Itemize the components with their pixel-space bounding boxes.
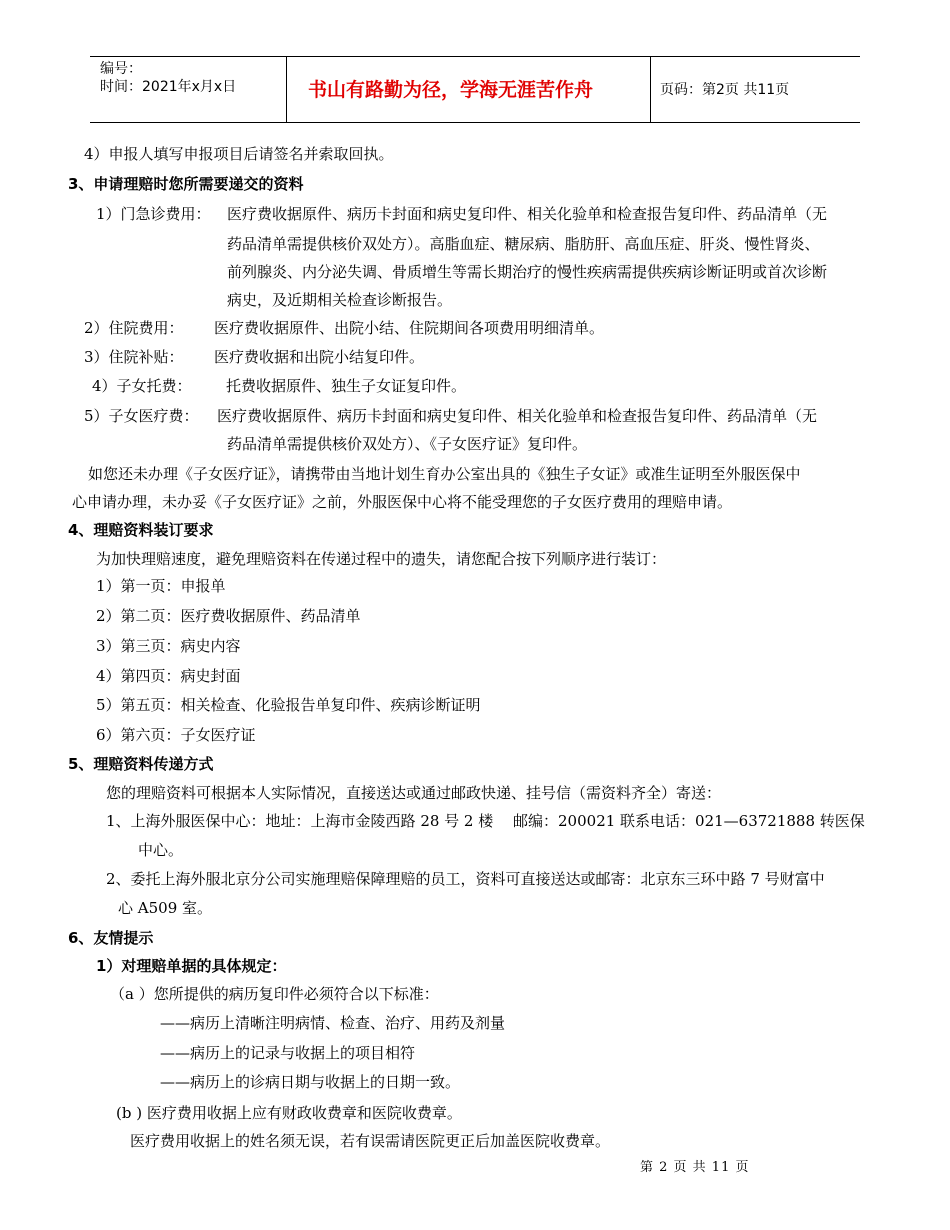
list-item: 1、上海外服医保中心：地址：上海市金陵西路 28 号 2 楼 邮编：200021 联系电话：021—63721888 转医保 <box>106 812 865 830</box>
header-motto: 书山有路勤为径，学海无涯苦作舟 <box>308 79 594 101</box>
list-item: 6）第六页：子女医疗证 <box>96 726 256 744</box>
list-item: 1）第一页：申报单 <box>96 577 226 595</box>
list-item: 5）第五页：相关检查、化验报告单复印件、疾病诊断证明 <box>96 696 481 714</box>
paragraph: 4）申报人填写申报项目后请签名并索取回执。 <box>84 145 394 163</box>
list-item-label: 3）住院补贴： <box>84 348 184 366</box>
list-item: ——病历上的诊病日期与收据上的日期一致。 <box>160 1073 461 1091</box>
paragraph: 为加快理赔速度，避免理赔资料在传递过程中的遗失，请您配合按下列顺序进行装订： <box>96 550 667 568</box>
section-heading-5: 5、理赔资料传递方式 <box>68 755 214 773</box>
header-divider-left <box>286 56 287 123</box>
header-bottom-rule <box>90 122 860 123</box>
list-item-text: 药品清单需提供核价双处方）、《子女医疗证》复印件。 <box>227 435 588 453</box>
paragraph: 您的理赔资料可根据本人实际情况，直接送达或通过邮政快递、挂号信（需资料齐全）寄送： <box>106 784 722 802</box>
section-heading-6: 6、友情提示 <box>68 929 154 947</box>
list-item-text: 医疗费收据原件、病历卡封面和病史复印件、相关化验单和检查报告复印件、药品清单（无 <box>227 205 828 223</box>
header-page-info: 页码：第2页 共11页 <box>660 82 790 98</box>
list-item-text: 药品清单需提供核价双处方）。高脂血症、糖尿病、脂肪肝、高血压症、肝炎、慢性肾炎、 <box>227 235 820 253</box>
section-heading-4: 4、理赔资料装订要求 <box>68 521 214 539</box>
page-footer: 第 2 页 共 11 页 <box>640 1160 750 1175</box>
list-item: 2）第二页：医疗费收据原件、药品清单 <box>96 607 361 625</box>
list-item-label: 2）住院费用： <box>84 319 184 337</box>
list-item: ——病历上清晰注明病情、检查、治疗、用药及剂量 <box>160 1014 506 1032</box>
list-item-text: 托费收据原件、独生子女证复印件。 <box>226 377 467 395</box>
paragraph: （a ）您所提供的病历复印件必须符合以下标准： <box>110 985 439 1003</box>
list-item-text: 医疗费收据和出院小结复印件。 <box>214 348 425 366</box>
list-item: 2、委托上海外服北京分公司实施理赔保障理赔的员工，资料可直接送达或邮寄：北京东三环中路 7 号财富中 <box>106 870 825 888</box>
header-time-label: 时间：2021年x月x日 <box>100 79 237 95</box>
subsection-heading: 1）对理赔单据的具体规定： <box>96 957 287 975</box>
list-item-text: 医疗费收据原件、病历卡封面和病史复印件、相关化验单和检查报告复印件、药品清单（无 <box>217 407 818 425</box>
list-item-label: 5）子女医疗费： <box>84 407 199 425</box>
paragraph: (b ) 医疗费用收据上应有财政收费章和医院收费章。 <box>116 1104 462 1122</box>
header-divider-right <box>650 56 651 123</box>
list-item-text: 前列腺炎、内分泌失调、骨质增生等需长期治疗的慢性疾病需提供疾病诊断证明或首次诊断 <box>227 263 828 281</box>
list-item: 中心。 <box>138 841 184 859</box>
list-item-text: 医疗费收据原件、出院小结、住院期间各项费用明细清单。 <box>214 319 605 337</box>
list-item: ——病历上的记录与收据上的项目相符 <box>160 1044 416 1062</box>
header-top-rule <box>90 56 860 57</box>
list-item: 心 A509 室。 <box>118 899 212 917</box>
list-item: 4）第四页：病史封面 <box>96 667 241 685</box>
note-paragraph: 如您还未办理《子女医疗证》，请携带由当地计划生育办公室出具的《独生子女证》或准生证明至外服医保中 <box>88 465 801 483</box>
paragraph: 医疗费用收据上的姓名须无误，若有误需请医院更正后加盖医院收费章。 <box>130 1132 611 1150</box>
list-item: 3）第三页：病史内容 <box>96 637 241 655</box>
list-item-text: 病史，及近期相关检查诊断报告。 <box>227 291 453 309</box>
list-item-label: 4）子女托费： <box>92 377 192 395</box>
note-paragraph: 心申请办理，未办妥《子女医疗证》之前，外服医保中心将不能受理您的子女医疗费用的理赔申请。 <box>72 493 733 511</box>
list-item-label: 1）门急诊费用： <box>96 205 211 223</box>
header-code-label: 编号： <box>100 61 142 77</box>
section-heading-3: 3、申请理赔时您所需要递交的资料 <box>68 175 304 193</box>
